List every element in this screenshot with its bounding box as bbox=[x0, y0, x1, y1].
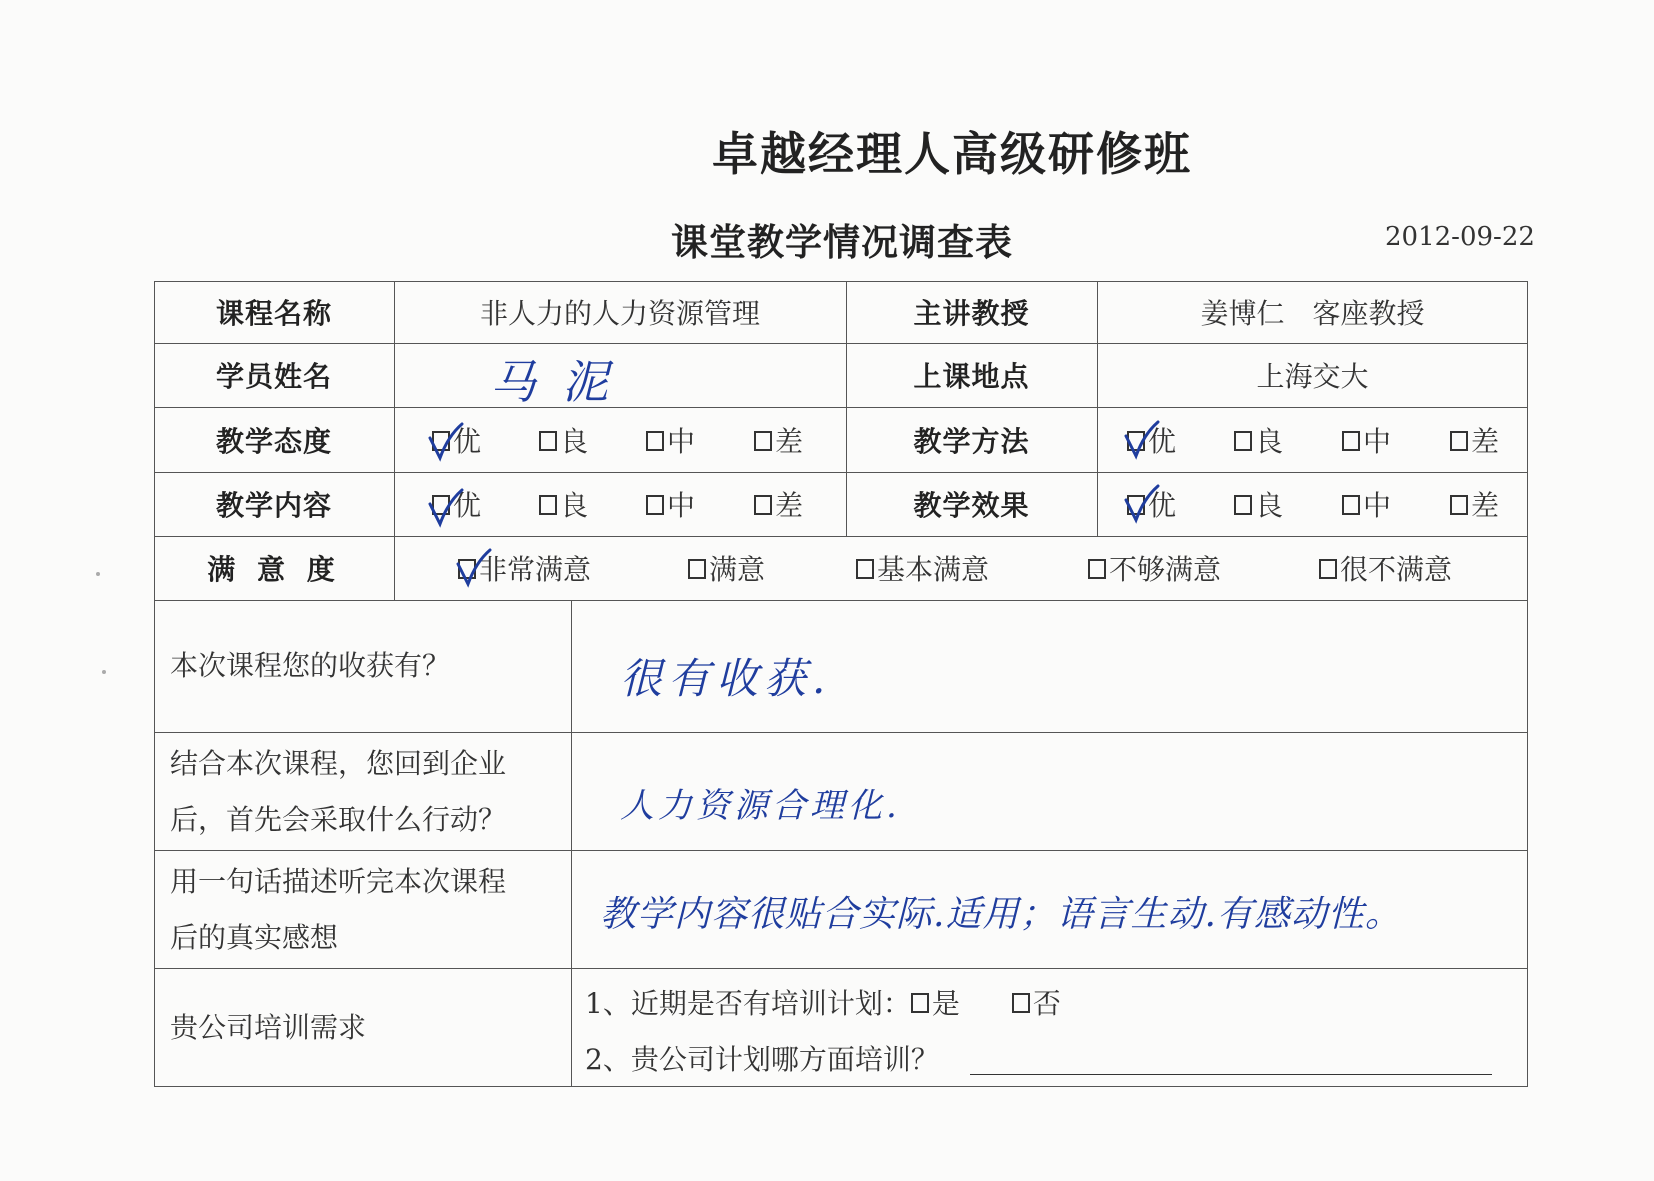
question-impression bbox=[154, 854, 571, 968]
scan-speck bbox=[96, 572, 100, 576]
answer-gains-handwriting: 很有收获. bbox=[620, 654, 832, 703]
content-option-poor[interactable] bbox=[754, 472, 803, 536]
content-option-good[interactable] bbox=[539, 472, 588, 536]
satisfaction-options bbox=[394, 536, 1528, 600]
checkbox[interactable] bbox=[539, 431, 557, 451]
option-label: 是 bbox=[931, 987, 960, 1020]
attitude-label: 教学态度 bbox=[215, 424, 332, 458]
question-text: 用一句话描述听完本次课程 bbox=[170, 865, 507, 898]
checkbox[interactable] bbox=[1088, 559, 1106, 579]
attitude-option-fair[interactable] bbox=[646, 407, 695, 472]
option-label: 否 bbox=[1032, 987, 1061, 1020]
attitude-option-poor[interactable] bbox=[754, 407, 803, 472]
option-label: 基本满意 bbox=[877, 553, 990, 586]
option-label: 优 bbox=[453, 489, 482, 522]
question-text: 结合本次课程，您回到企业 bbox=[170, 747, 507, 780]
answer-action-handwriting: 人力资源合理化. bbox=[620, 786, 901, 826]
checkbox[interactable] bbox=[911, 993, 929, 1013]
question-text: 贵公司培训需求 bbox=[170, 1011, 367, 1044]
question-text: 1、近期是否有培训计划： bbox=[585, 987, 911, 1020]
checkbox[interactable] bbox=[1450, 431, 1468, 451]
scan-speck bbox=[102, 670, 106, 674]
form-date: 2012-09-22 bbox=[1385, 222, 1535, 252]
satisfaction-option-not-satisfied[interactable] bbox=[1088, 536, 1221, 600]
satisfaction-option-very-unsatisfied[interactable] bbox=[1319, 536, 1452, 600]
course-name-label: 课程名称 bbox=[215, 297, 332, 330]
checkbox[interactable] bbox=[856, 559, 874, 579]
option-label: 良 bbox=[1255, 424, 1284, 458]
question-action bbox=[154, 736, 571, 850]
check-mark-icon bbox=[1124, 484, 1160, 524]
effect-label: 教学效果 bbox=[913, 489, 1030, 522]
question-gains bbox=[154, 600, 571, 732]
professor-value: 姜博仁 客座教授 bbox=[1200, 297, 1425, 330]
checkbox[interactable] bbox=[688, 559, 706, 579]
training-plan-yes[interactable] bbox=[911, 982, 960, 1022]
satisfaction-label: 满 意 度 bbox=[207, 553, 341, 586]
option-label: 中 bbox=[667, 424, 696, 458]
training-plan-no[interactable] bbox=[1012, 982, 1061, 1022]
option-label: 非常满意 bbox=[479, 553, 592, 586]
satisfaction-option-satisfied[interactable] bbox=[688, 536, 765, 600]
form-title: 卓越经理人高级研修班 bbox=[712, 127, 1192, 181]
checkbox[interactable] bbox=[539, 495, 557, 515]
attitude-option-good[interactable] bbox=[539, 407, 588, 472]
option-label: 优 bbox=[1148, 489, 1177, 522]
effect-option-fair[interactable] bbox=[1342, 472, 1391, 536]
option-label: 差 bbox=[1471, 489, 1500, 522]
option-label: 中 bbox=[1363, 424, 1392, 458]
checkbox[interactable] bbox=[1234, 431, 1252, 451]
option-label: 良 bbox=[1255, 489, 1284, 522]
student-name-handwriting: 马泥 bbox=[490, 355, 634, 409]
question-text: 后的真实感想 bbox=[170, 921, 339, 954]
method-option-good[interactable] bbox=[1234, 407, 1283, 472]
training-topic-item bbox=[585, 1036, 939, 1080]
satisfaction-option-basically-satisfied[interactable] bbox=[856, 536, 989, 600]
course-name-value: 非人力的人力资源管理 bbox=[479, 297, 760, 330]
checkbox[interactable] bbox=[1319, 559, 1337, 579]
method-options bbox=[1097, 407, 1528, 472]
professor-label: 主讲教授 bbox=[913, 297, 1030, 330]
student-name-label: 学员姓名 bbox=[215, 360, 332, 393]
option-label: 优 bbox=[453, 424, 482, 458]
question-training-needs bbox=[154, 968, 571, 1087]
option-label: 中 bbox=[667, 489, 696, 522]
option-label: 优 bbox=[1148, 424, 1177, 458]
training-plan-item bbox=[585, 980, 1061, 1024]
check-mark-icon bbox=[428, 422, 464, 462]
checkbox[interactable] bbox=[754, 495, 772, 515]
row-divider bbox=[154, 732, 1528, 733]
location-value: 上海交大 bbox=[1256, 360, 1369, 393]
check-mark-icon bbox=[1124, 420, 1160, 460]
answer-impression-handwriting: 教学内容很贴合实际.适用；语言生动.有感动性。 bbox=[600, 894, 1402, 935]
checkbox[interactable] bbox=[1234, 495, 1252, 515]
checkbox[interactable] bbox=[1342, 431, 1360, 451]
option-label: 满意 bbox=[709, 553, 766, 586]
checkbox[interactable] bbox=[646, 495, 664, 515]
option-label: 不够满意 bbox=[1109, 553, 1222, 586]
checkbox[interactable] bbox=[754, 431, 772, 451]
question-text: 后，首先会采取什么行动？ bbox=[170, 803, 507, 836]
option-label: 良 bbox=[560, 424, 589, 458]
question-text: 2、贵公司计划哪方面培训？ bbox=[585, 1043, 939, 1076]
checkbox[interactable] bbox=[646, 431, 664, 451]
location-label: 上课地点 bbox=[913, 360, 1030, 393]
content-label: 教学内容 bbox=[215, 489, 332, 522]
form-subtitle: 课堂教学情况调查表 bbox=[671, 221, 1013, 264]
checkbox[interactable] bbox=[1450, 495, 1468, 515]
option-label: 中 bbox=[1363, 489, 1392, 522]
training-topic-blank[interactable] bbox=[970, 1074, 1492, 1075]
method-option-fair[interactable] bbox=[1342, 407, 1391, 472]
question-text: 本次课程您的收获有？ bbox=[170, 649, 451, 682]
effect-options bbox=[1097, 472, 1528, 536]
content-option-fair[interactable] bbox=[646, 472, 695, 536]
check-mark-icon bbox=[456, 548, 492, 588]
checkbox[interactable] bbox=[1012, 993, 1030, 1013]
effect-option-poor[interactable] bbox=[1450, 472, 1499, 536]
option-label: 差 bbox=[1471, 424, 1500, 458]
option-label: 良 bbox=[560, 489, 589, 522]
effect-option-good[interactable] bbox=[1234, 472, 1283, 536]
check-mark-icon bbox=[428, 488, 464, 528]
option-label: 差 bbox=[775, 489, 804, 522]
row-divider bbox=[154, 850, 1528, 851]
method-label: 教学方法 bbox=[913, 424, 1030, 458]
method-option-poor[interactable] bbox=[1450, 407, 1499, 472]
checkbox[interactable] bbox=[1342, 495, 1360, 515]
col-divider bbox=[571, 600, 572, 1087]
option-label: 差 bbox=[775, 424, 804, 458]
option-label: 很不满意 bbox=[1340, 553, 1453, 586]
